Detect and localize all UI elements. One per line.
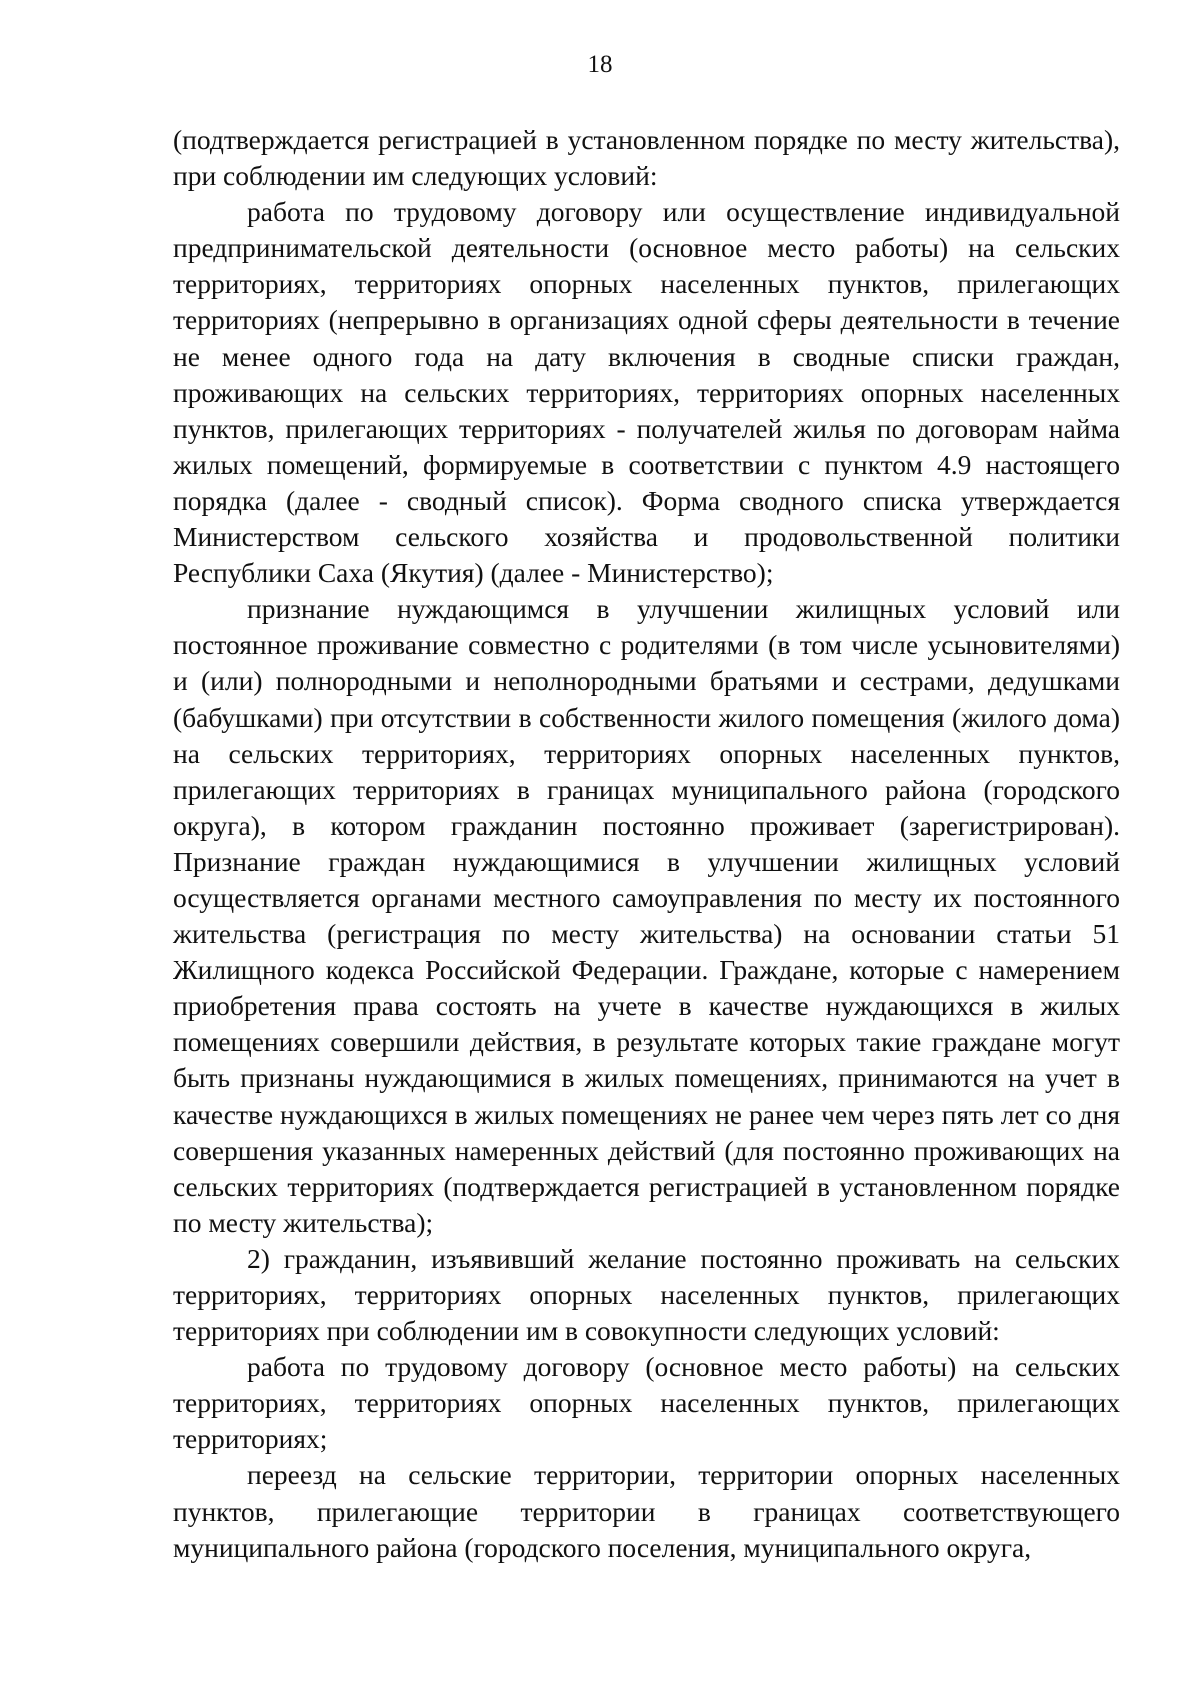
page-number: 18 xyxy=(587,51,613,78)
paragraph-relocation: переезд на сельские территории, территории опорных населенных пунктов, прилегающие территории в границах соответствующего муниципального района (городского поселения, муниципального округа, xyxy=(173,1459,1120,1563)
paragraph-work-contract: работа по трудовому договору (основное место работы) на сельских территориях, территориях опорных населенных пунктов, прилегающих территориях; xyxy=(173,1351,1120,1455)
paragraph-housing-need-condition: признание нуждающимся в улучшении жилищных условий или постоянное проживание совместно с родителями (в том числе усыновителями) и (или) полнородными и неполнородными братьями и сестрами, дедушками (бабушками) при отсутствии в собственности жилого помещения (жилого дома) на сельских территориях, территориях опорных населенных пунктов, прилегающих территориях в границах муниципального района (городского округа), в котором гражданин постоянно проживает (зарегистрирован). Признание граждан нуждающимися в улучшении жилищных условий осуществляется органами местного самоуправления по месту их постоянного жительства (регистрация по месту жительства) на основании статьи 51 Жилищного кодекса Российской Федерации. Граждане, которые с намерением приобретения права состоять на учете в качестве нуждающихся в жилых помещениях совершили действия, в результате которых такие граждане могут быть признаны нуждающимися в жилых помещениях, принимаются на учет в качестве нуждающихся в жилых помещениях не ранее чем через пять лет со дня совершения указанных намеренных действий (для постоянно проживающих на сельских территориях (подтверждается регистрацией в установленном порядке по месту жительства); xyxy=(173,593,1120,1238)
document-body xyxy=(173,122,1120,1566)
paragraph-continuation: (подтверждается регистрацией в установленном порядке по месту жительства), при соблюдении им следующих условий: xyxy=(173,124,1120,192)
paragraph-employment-condition: работа по трудовому договору или осуществление индивидуальной предпринимательской деятельности (основное место работы) на сельских территориях, территориях опорных населенных пунктов, прилегающих территориях (непрерывно в организациях одной сферы деятельности в течение не менее одного года на дату включения в сводные списки граждан, проживающих на сельских территориях, территориях опорных населенных пунктов, прилегающих территориях - получателей жилья по договорам найма жилых помещений, формируемые в соответствии с пунктом 4.9 настоящего порядка (далее - сводный список). Форма сводного списка утверждается Министерством сельского хозяйства и продовольственной политики Республики Саха (Якутия) (далее - Министерство); xyxy=(173,196,1120,589)
paragraph-item-2: 2) гражданин, изъявивший желание постоянно проживать на сельских территориях, территориях опорных населенных пунктов, прилегающих территориях при соблюдении им в совокупности следующих условий: xyxy=(173,1242,1120,1347)
